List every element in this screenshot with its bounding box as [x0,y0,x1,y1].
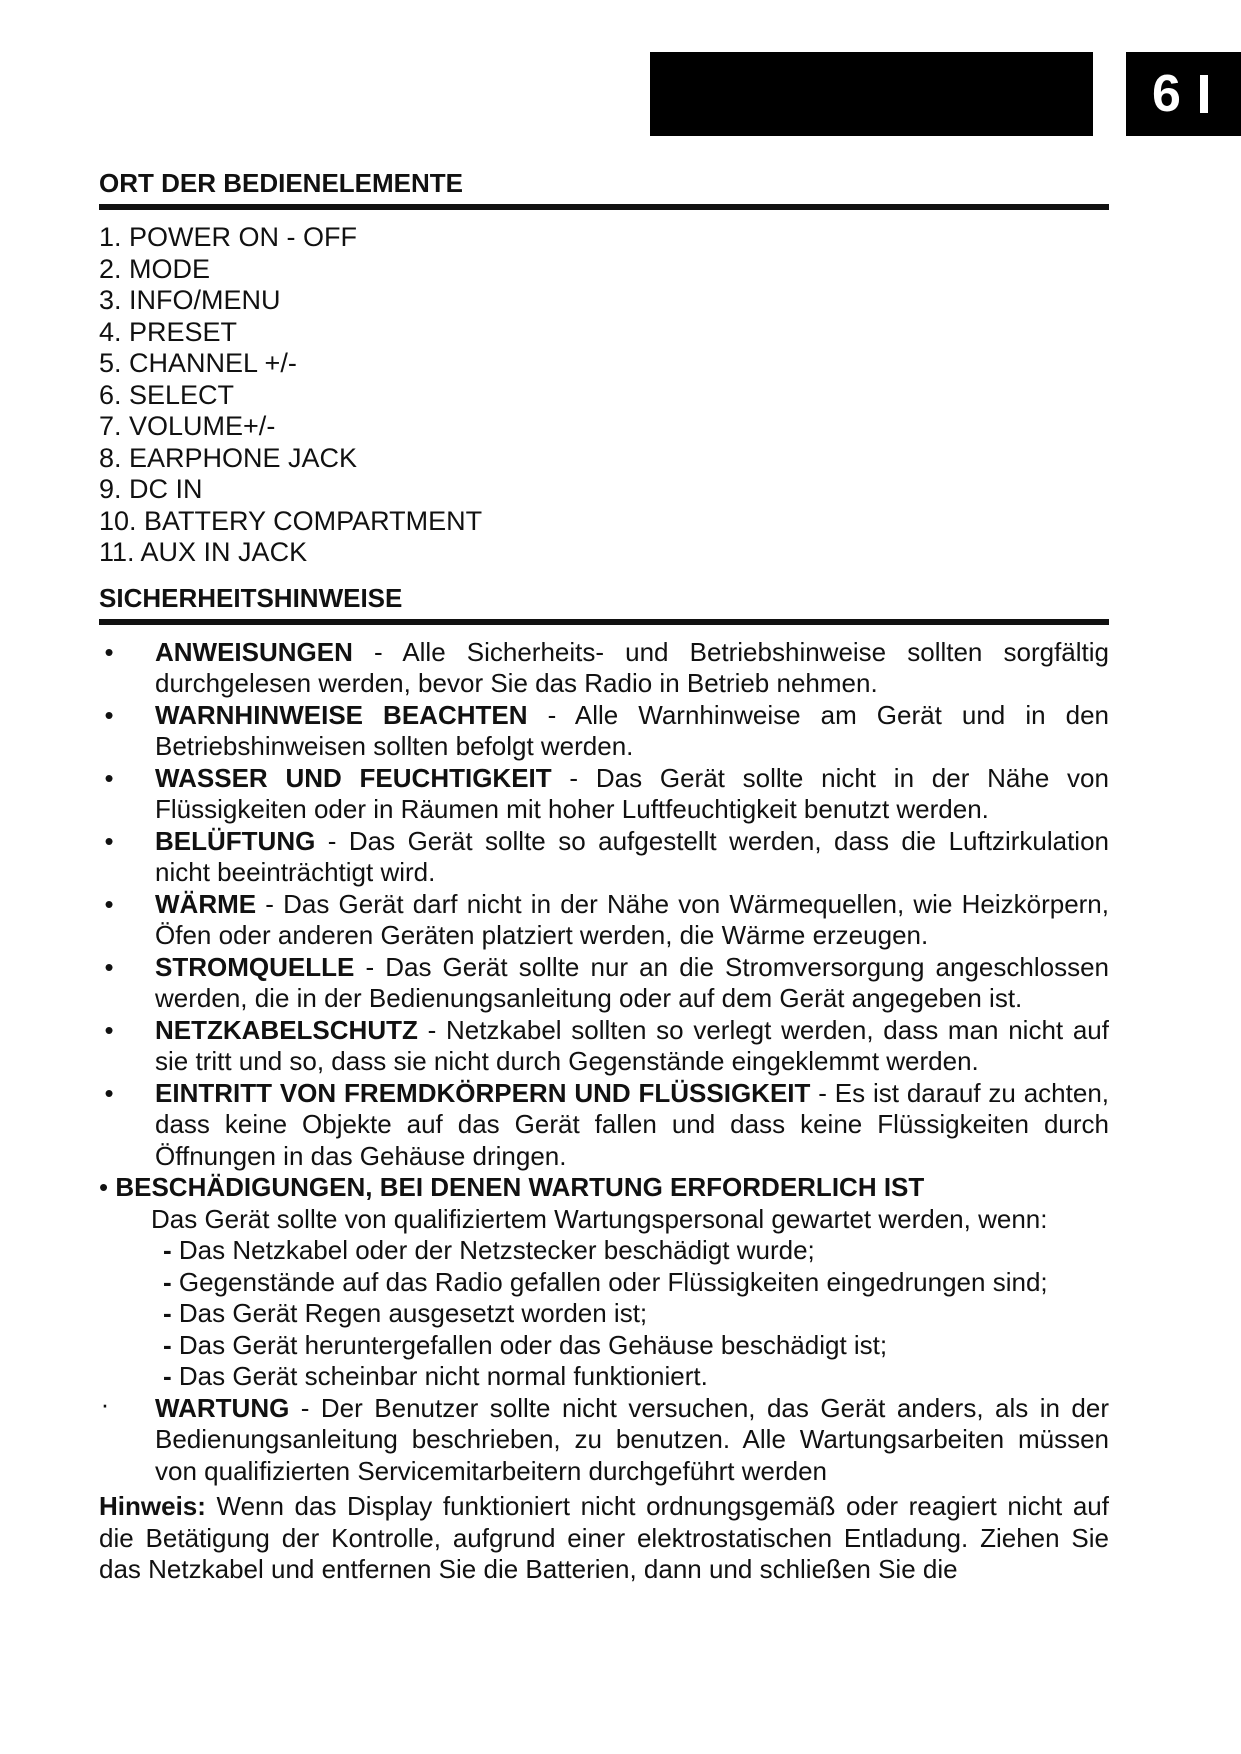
list-item: 5. CHANNEL +/- [99,348,297,378]
safety-text: - Das Gerät darf nicht in der Nähe von Wärmequellen, wie Heizkörpern, Öfen oder anderen Geräten platziert werden, die Wärme erzeugen. [155,888,1109,950]
damage-item [99,1361,1109,1393]
safety-item [99,637,1109,700]
list-item: 11. AUX IN JACK [99,537,308,567]
wartung-text: - Der Benutzer sollte nicht versuchen, das Gerät anders, als in der Bedienungsanleitung beschrieben, zu benutzen. Alle Wartungsarbeiten müssen von qualifizierten Servicemitarbeitern durchgeführt werden [155,1392,1109,1486]
bullet: • [104,825,114,856]
bullet: • [104,699,114,730]
list-item: 1. POWER ON - OFF [99,222,358,252]
bullet: • [104,888,114,919]
tab-notch [1200,75,1208,113]
safety-text: - Das Gerät sollte nur an die Stromversorgung angeschlossen werden, die in der Bedienungsanleitung oder auf dem Gerät angegeben ist. [155,951,1109,1013]
safety-item [99,700,1109,763]
damage-item-text: Das Gerät Regen ausgesetzt worden ist; [178,1298,648,1328]
note-text: Wenn das Display funktioniert nicht ordnungsgemäß oder reagiert nicht auf die Betätigung der Kontrolle, aufgrund einer elektrostatischen Entladung. Ziehen Sie das Netzkabel und entfernen Sie die Batterien, dann und schließen Sie die [99,1491,1109,1584]
list-item: 7. VOLUME+/- [99,411,276,441]
bullet: • [104,1014,114,1045]
dash: - [163,1361,172,1391]
wartung-item [99,1388,1109,1488]
list-item: 2. MODE [99,253,211,284]
dash: - [163,1235,172,1265]
bullet: • [104,762,114,793]
damage-heading: BESCHÄDIGUNGEN, BEI DENEN WARTUNG ERFORDERLICH IST [115,1172,925,1202]
bullet: • [104,1077,114,1108]
damage-heading-line [99,1172,1109,1204]
safety-text: - Es ist darauf zu achten, dass keine Objekte auf das Gerät fallen und dass keine Flüssigkeiten durch Öffnungen in das Gehäuse dringen. [155,1077,1110,1171]
safety-term: STROMQUELLE [155,951,355,982]
header-black-bar [650,52,1093,136]
damage-item [99,1235,1109,1267]
dash: - [163,1298,172,1328]
safety-term: EINTRITT VON FREMDKÖRPERN UND FLÜSSIGKEIT [155,1077,811,1108]
bullet: · [100,1388,110,1419]
damage-item [99,1330,1109,1362]
safety-text: - Das Gerät sollte so aufgestellt werden, dass die Luftzirkulation nicht beeinträchtigt wird. [155,825,1109,887]
wartung-term: WARTUNG [155,1392,290,1423]
list-item: 6. SELECT [99,379,235,410]
damage-item [99,1298,1109,1330]
list-item: 10. BATTERY COMPARTMENT [99,505,483,536]
note-label: Hinweis: [99,1491,206,1521]
safety-term: WÄRME [155,888,257,919]
bullet: • [104,951,114,982]
safety-term: WASSER UND FEUCHTIGKEIT [155,762,552,793]
page-number: 6 [1152,65,1181,123]
list-item: 4. PRESET [99,316,238,347]
dash: - [163,1266,172,1297]
safety-term: BELÜFTUNG [155,825,316,856]
safety-term: ANWEISUNGEN [155,636,353,667]
safety-item [99,952,1109,1015]
section-rule [99,619,1109,625]
safety-term: WARNHINWEISE BEACHTEN [155,699,528,730]
dash: - [163,1329,172,1360]
damage-item-text: Gegenstände auf das Radio gefallen oder Flüssigkeiten eingedrungen sind; [178,1266,1048,1297]
section-title-controls: ORT DER BEDIENELEMENTE [99,168,464,198]
section-rule [99,204,1109,210]
safety-item [99,826,1109,889]
damage-intro: Das Gerät sollte von qualifiziertem Wartungspersonal gewartet werden, wenn: [151,1203,1048,1234]
damage-item-text: Das Gerät scheinbar nicht normal funktioniert. [178,1361,708,1391]
safety-item [99,889,1109,952]
safety-item [99,1078,1109,1173]
page-content [99,166,1109,1586]
note-paragraph [99,1491,1109,1586]
safety-item [99,763,1109,826]
list-item: 8. EARPHONE JACK [99,442,358,473]
safety-list [99,637,1109,1173]
damage-item-text: Das Gerät heruntergefallen oder das Gehäuse beschädigt ist; [178,1329,888,1360]
list-item: 3. INFO/MENU [99,285,281,315]
safety-text: - Alle Warnhinweise am Gerät und in den Betriebshinweisen sollten befolgt werden. [155,699,1109,761]
safety-text: - Netzkabel sollten so verlegt werden, dass man nicht auf sie tritt und so, dass sie nicht durch Gegenstände eingeklemmt werden. [155,1014,1109,1076]
bullet: • [99,1172,109,1202]
damage-item-text: Das Netzkabel oder der Netzstecker beschädigt wurde; [178,1235,815,1265]
bullet: • [104,636,114,667]
safety-term: NETZKABELSCHUTZ [155,1014,418,1045]
safety-text: - Alle Sicherheits- und Betriebshinweise sollten sorgfältig durchgelesen werden, bevor Sie das Radio in Betrieb nehmen. [155,636,1109,698]
controls-list [99,222,1109,569]
page-number-tab [1126,52,1241,136]
section-title-safety: SICHERHEITSHINWEISE [99,582,403,613]
list-item: 9. DC IN [99,474,203,504]
damage-block [99,1172,1109,1393]
damage-item [99,1267,1109,1299]
safety-item [99,1015,1109,1078]
safety-text: - Das Gerät sollte nicht in der Nähe von Flüssigkeiten oder in Räumen mit hoher Luftfeuchtigkeit benutzt werden. [155,762,1109,824]
